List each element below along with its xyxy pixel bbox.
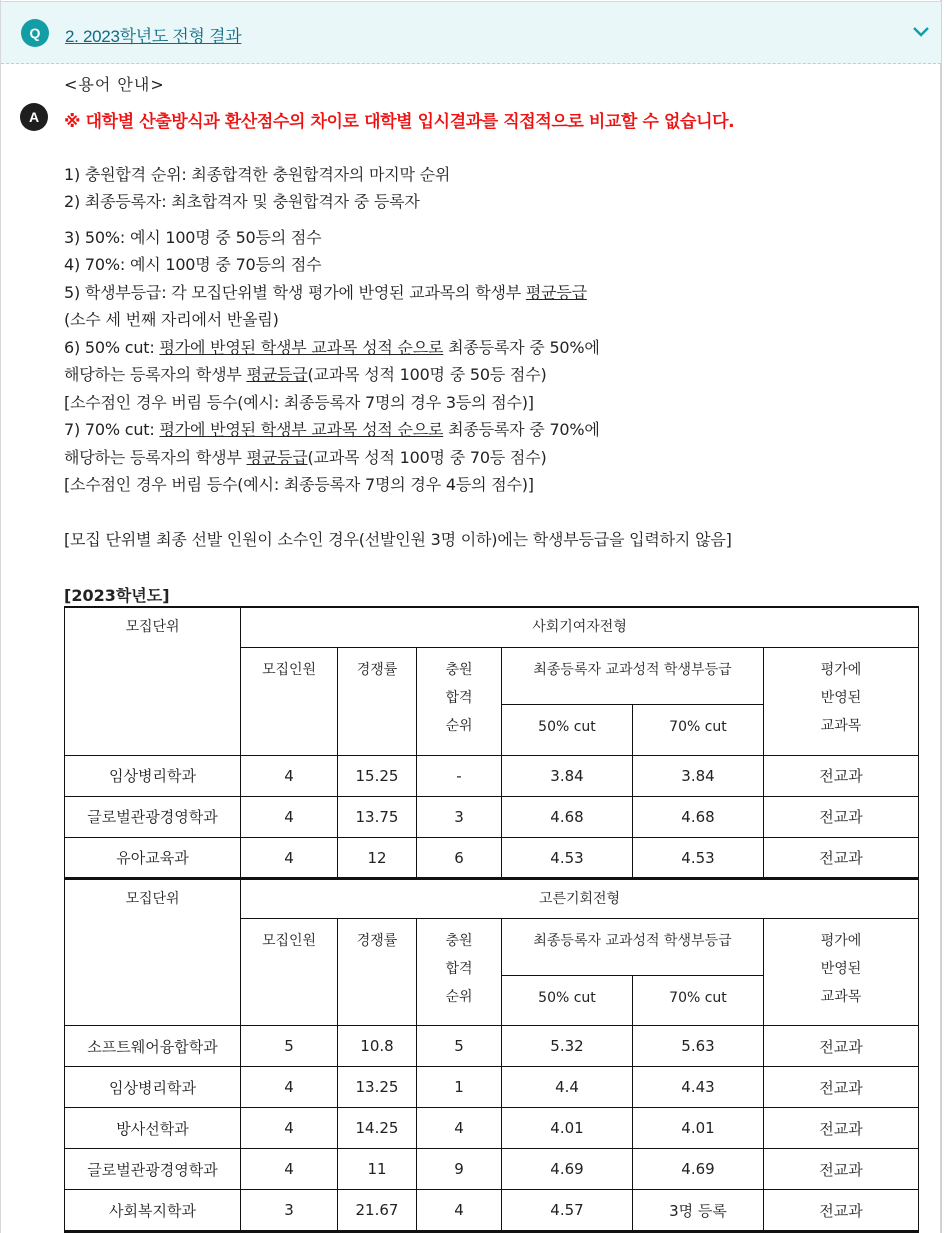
term-1: 1) 충원합격 순위: 최종합격한 충원합격자의 마지막 순위: [64, 165, 451, 184]
header-unit: 모집단위: [65, 879, 241, 1026]
table-row: [65, 1067, 919, 1108]
term-6-note: [소수점인 경우 버림 등수(예시: 최종등록자 7명의 경우 3등의 점수)]: [64, 393, 534, 412]
results-table-equal-opportunity: [64, 877, 919, 1233]
table-row: [65, 755, 919, 796]
header-cut50: 50% cut: [502, 704, 633, 755]
cell-quota: 5: [241, 1026, 338, 1067]
cell-unit: 글로벌관광경영학과: [65, 1149, 241, 1190]
term-6-cont-tail: (교과목 성적 100명 중 50등 점수): [307, 365, 547, 384]
header-subjects: [764, 647, 919, 755]
results-table-social-contributor: [64, 606, 919, 879]
term-6-underline: 평가에 반영된 학생부 교과목 성적 순으로: [159, 338, 444, 357]
cell-quota: 4: [241, 796, 338, 837]
cell-subj: 전교과: [764, 755, 919, 796]
header-grade: 최종등록자 교과성적 학생부등급: [502, 919, 764, 976]
cell-rank: 9: [417, 1149, 502, 1190]
cell-cut50: 4.69: [502, 1149, 633, 1190]
table-row: [65, 1108, 919, 1149]
term-5-text: 5) 학생부등급: 각 모집단위별 학생 평가에 반영된 교과목의 학생부: [64, 283, 526, 302]
header-subj-2: 반영된: [820, 689, 862, 706]
header-quota: 모집인원: [241, 919, 338, 1026]
cell-unit: 사회복지학과: [65, 1190, 241, 1232]
header-quota: 모집인원: [241, 647, 338, 755]
term-6-cont-underline: 평균등급: [246, 365, 308, 384]
header-rank: [417, 919, 502, 1026]
cell-subj: 전교과: [764, 1108, 919, 1149]
cell-unit: 유아교육과: [65, 837, 241, 878]
header-rank-3: 순위: [445, 717, 473, 734]
header-subj-1: 평가에: [820, 933, 862, 949]
header-cut50: 50% cut: [502, 976, 633, 1026]
cell-rank: 3: [417, 796, 502, 837]
cell-unit: 임상병리학과: [65, 1067, 241, 1108]
term-7: [64, 417, 600, 440]
cell-cut70: 3명 등록: [633, 1190, 764, 1232]
cell-cut50: 4.53: [502, 837, 633, 878]
faq-question-header[interactable]: [1, 1, 941, 64]
header-subj-3: 교과목: [820, 717, 862, 734]
term-3: 3) 50%: 예시 100명 중 50등의 점수: [64, 228, 322, 247]
header-rank-2: 합격: [445, 961, 473, 977]
term-2: 2) 최종등록자: 최초합격자 및 충원합격자 중 등록자: [64, 192, 420, 211]
header-rank: [417, 647, 502, 755]
cell-cut70: 3.84: [633, 755, 764, 796]
cell-quota: 4: [241, 1149, 338, 1190]
header-rank-1: 충원: [445, 661, 473, 678]
table-row: [65, 1149, 919, 1190]
chevron-down-icon[interactable]: [912, 26, 930, 38]
header-rate: 경쟁률: [338, 919, 417, 1026]
cell-cut50: 5.32: [502, 1026, 633, 1067]
header-subj-2: 반영된: [820, 961, 862, 977]
cell-unit: 임상병리학과: [65, 755, 241, 796]
cell-subj: 전교과: [764, 1190, 919, 1232]
table-row: [65, 796, 919, 837]
cell-unit: 소프트웨어융합학과: [65, 1026, 241, 1067]
cell-cut70: 4.43: [633, 1067, 764, 1108]
term-5-note: (소수 세 번째 자리에서 반올림): [64, 310, 279, 329]
cell-quota: 4: [241, 1067, 338, 1108]
term-6-cont: [64, 362, 547, 385]
cell-rank: 6: [417, 837, 502, 878]
term-7-cont-text: 해당하는 등록자의 학생부: [64, 448, 247, 467]
cell-subj: 전교과: [764, 837, 919, 878]
cell-rank: -: [417, 755, 502, 796]
cell-rate: 10.8: [338, 1026, 417, 1067]
header-rank-3: 순위: [445, 989, 473, 1005]
cell-subj: 전교과: [764, 1026, 919, 1067]
header-subjects: [764, 919, 919, 1026]
question-badge: Q: [21, 19, 49, 47]
header-track: 사회기여자전형: [241, 607, 919, 647]
cell-subj: 전교과: [764, 1149, 919, 1190]
header-cut70: 70% cut: [633, 976, 764, 1026]
cell-quota: 3: [241, 1190, 338, 1232]
cell-rank: 1: [417, 1067, 502, 1108]
cell-cut50: 3.84: [502, 755, 633, 796]
cell-subj: 전교과: [764, 1067, 919, 1108]
cell-rate: 12: [338, 837, 417, 878]
cell-quota: 4: [241, 837, 338, 878]
term-7-cont-tail: (교과목 성적 100명 중 70등 점수): [307, 448, 547, 467]
cell-cut50: 4.01: [502, 1108, 633, 1149]
term-4: 4) 70%: 예시 100명 중 70등의 점수: [64, 255, 322, 274]
cell-cut70: 5.63: [633, 1026, 764, 1067]
header-subj-1: 평가에: [820, 661, 862, 678]
cell-cut70: 4.01: [633, 1108, 764, 1149]
answer-badge: A: [20, 103, 48, 131]
question-title-link[interactable]: 2. 2023학년도 전형 결과: [65, 27, 242, 46]
term-7-label: 7) 70% cut:: [64, 420, 160, 439]
cell-unit: 방사선학과: [65, 1108, 241, 1149]
term-7-cont-underline: 평균등급: [246, 448, 308, 467]
term-7-underline: 평가에 반영된 학생부 교과목 성적 순으로: [159, 420, 444, 439]
header-subj-3: 교과목: [820, 989, 862, 1005]
cell-cut70: 4.68: [633, 796, 764, 837]
year-title: [2023학년도]: [64, 586, 170, 605]
cell-cut70: 4.69: [633, 1149, 764, 1190]
term-5-underline: 평균등급: [525, 283, 587, 302]
cell-rank: 5: [417, 1026, 502, 1067]
cell-quota: 4: [241, 1108, 338, 1149]
term-7-note: [소수점인 경우 버림 등수(예시: 최종등록자 7명의 경우 4등의 점수)]: [64, 475, 534, 494]
header-unit: 모집단위: [65, 607, 241, 755]
cell-cut70: 4.53: [633, 837, 764, 878]
cell-subj: 전교과: [764, 796, 919, 837]
term-7-cont: [64, 445, 547, 468]
cell-rank: 4: [417, 1190, 502, 1232]
cell-quota: 4: [241, 755, 338, 796]
small-unit-note: [모집 단위별 최종 선발 인원이 소수인 경우(선발인원 3명 이하)에는 학생부등급을 입력하지 않음]: [64, 530, 732, 549]
cell-rate: 14.25: [338, 1108, 417, 1149]
term-7-text: 최종등록자 중 70%에: [443, 420, 600, 439]
term-6-cont-text: 해당하는 등록자의 학생부: [64, 365, 247, 384]
cell-cut50: 4.4: [502, 1067, 633, 1108]
term-guide-title: <용어 안내>: [64, 75, 165, 94]
table-row: [65, 1026, 919, 1067]
cell-cut50: 4.57: [502, 1190, 633, 1232]
cell-rate: 11: [338, 1149, 417, 1190]
header-rank-2: 합격: [445, 689, 473, 706]
cell-rate: 21.67: [338, 1190, 417, 1232]
term-6-label: 6) 50% cut:: [64, 338, 160, 357]
table-row: [65, 837, 919, 878]
header-cut70: 70% cut: [633, 704, 764, 755]
header-grade: 최종등록자 교과성적 학생부등급: [502, 647, 764, 704]
header-track: 고른기회전형: [241, 879, 919, 919]
cell-unit: 글로벌관광경영학과: [65, 796, 241, 837]
cell-rate: 13.75: [338, 796, 417, 837]
cell-rate: 13.25: [338, 1067, 417, 1108]
cell-rank: 4: [417, 1108, 502, 1149]
term-5: [64, 280, 587, 303]
table-row: [65, 1190, 919, 1232]
header-rate: 경쟁률: [338, 647, 417, 755]
cell-cut50: 4.68: [502, 796, 633, 837]
comparison-warning: ※ 대학별 산출방식과 환산점수의 차이로 대학별 입시결과를 직접적으로 비교할 수 없습니다.: [64, 112, 735, 132]
term-6-text: 최종등록자 중 50%에: [443, 338, 600, 357]
header-rank-1: 충원: [445, 933, 473, 949]
term-6: [64, 335, 600, 358]
cell-rate: 15.25: [338, 755, 417, 796]
